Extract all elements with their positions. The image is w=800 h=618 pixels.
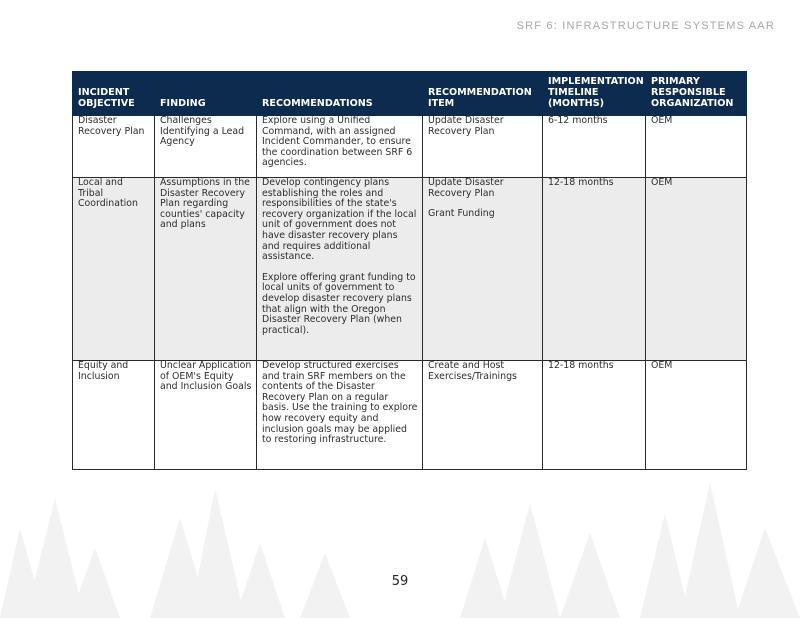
recommendation-item-text: Grant Funding: [428, 208, 495, 220]
recommendation-text: Develop structured exercises and train SRF members on the contents of the Disaster Recovery Plan on a regular basis. Use the training to explore how recovery equity and inclusion goals may be applied to restoring infrastructure.: [262, 360, 418, 446]
cell-recommendations: [257, 178, 423, 361]
cell-recommendations: [257, 361, 423, 470]
forest-watermark: [0, 458, 800, 618]
table-row: [73, 361, 747, 470]
recommendations-table: [72, 71, 747, 470]
col-recommendations: RECOMMENDATIONS: [257, 72, 423, 116]
cell-finding: Unclear Application of OEM's Equity and Inclusion Goals: [155, 361, 257, 470]
cell-recommendation-item: [423, 116, 543, 178]
cell-recommendations: [257, 116, 423, 178]
cell-objective: Disaster Recovery Plan: [73, 116, 155, 178]
cell-timeline: 12-18 months: [543, 178, 646, 361]
cell-recommendation-item: [423, 361, 543, 470]
cell-objective: Local and Tribal Coordination: [73, 178, 155, 361]
cell-objective: Equity and Inclusion: [73, 361, 155, 470]
recommendation-text: Develop contingency plans establishing the roles and responsibilities of the state's recovery organization if the local unit of government does not have disaster recovery plans and requires additional assistance.: [262, 177, 417, 263]
recommendation-item-text: Create and Host Exercises/Trainings: [428, 360, 517, 382]
table-header-row: [73, 72, 747, 116]
recommendation-text: Explore offering grant funding to local units of government to develop disaster recovery plans that align with the Oregon Disaster Recovery Plan (when practical).: [262, 271, 416, 336]
col-implementation-timeline: IMPLEMENTATION TIMELINE (MONTHS): [543, 72, 646, 116]
col-recommendation-item: RECOMMENDATION ITEM: [423, 72, 543, 116]
col-incident-objective: INCIDENT OBJECTIVE: [73, 72, 155, 116]
cell-organization: OEM: [646, 361, 747, 470]
recommendation-item-text: Update Disaster Recovery Plan: [428, 177, 504, 199]
col-finding: FINDING: [155, 72, 257, 116]
page-number: 59: [391, 574, 409, 589]
recommendation-text: Explore using a Unified Command, with an assigned Incident Commander, to ensure the coordination between SRF 6 agencies.: [262, 115, 413, 169]
col-primary-organization: PRIMARY RESPONSIBLE ORGANIZATION: [646, 72, 747, 116]
cell-organization: OEM: [646, 178, 747, 361]
recommendation-item-text: Update Disaster Recovery Plan: [428, 115, 504, 137]
cell-recommendation-item: [423, 178, 543, 361]
cell-finding: Assumptions in the Disaster Recovery Plan regarding counties' capacity and plans: [155, 178, 257, 361]
cell-organization: OEM: [646, 116, 747, 178]
table-row: [73, 116, 747, 178]
running-header: SRF 6: INFRASTRUCTURE SYSTEMS AAR: [516, 20, 775, 32]
cell-timeline: 6-12 months: [543, 116, 646, 178]
cell-finding: Challenges Identifying a Lead Agency: [155, 116, 257, 178]
cell-timeline: 12-18 months: [543, 361, 646, 470]
table-row: [73, 178, 747, 361]
